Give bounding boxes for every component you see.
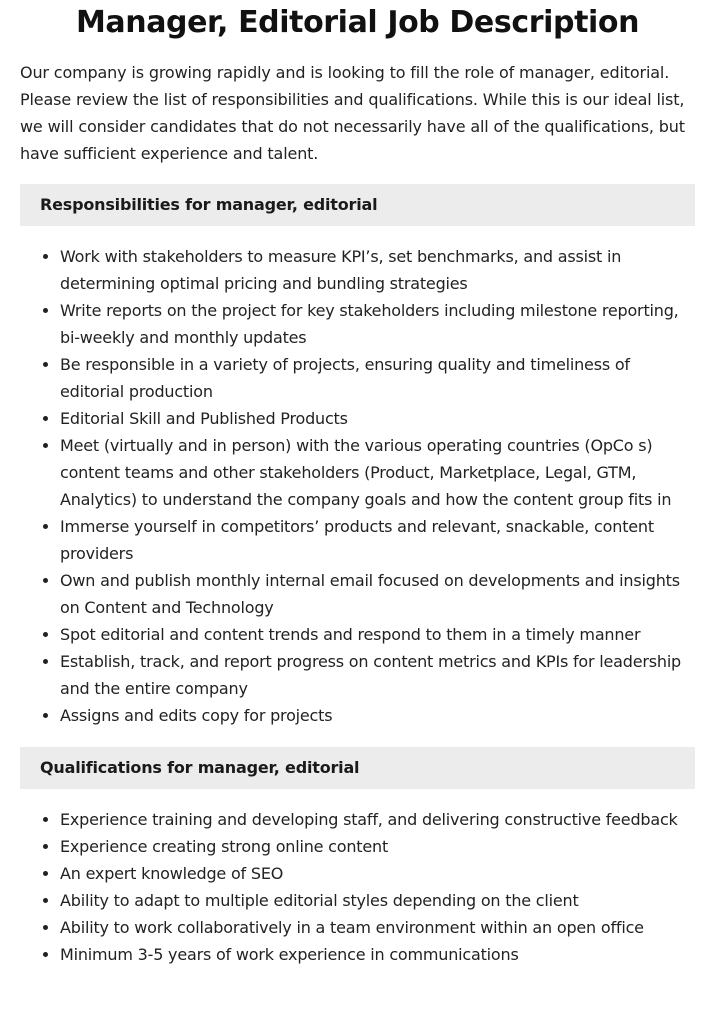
list-item: • Be responsible in a variety of projects, ensuring quality and timeliness of editorial production <box>60 351 695 405</box>
qualifications-heading: Qualifications for manager, editorial <box>20 747 695 789</box>
list-item: • Experience creating strong online content <box>60 833 695 860</box>
list-item: • Write reports on the project for key stakeholders including milestone reporting, bi-weekly and monthly updates <box>60 297 695 351</box>
qualifications-list <box>20 806 695 968</box>
list-item: • Experience training and developing staff, and delivering constructive feedback <box>60 806 695 833</box>
list-item: • Immerse yourself in competitors’ products and relevant, snackable, content providers <box>60 513 695 567</box>
list-item: • Own and publish monthly internal email focused on developments and insights on Content and Technology <box>60 567 695 621</box>
page-title: Manager, Editorial Job Description <box>75 5 640 40</box>
list-item: • Ability to work collaboratively in a team environment within an open office <box>60 914 695 941</box>
responsibilities-heading: Responsibilities for manager, editorial <box>20 184 695 226</box>
list-item: • Work with stakeholders to measure KPI’s, set benchmarks, and assist in determining optimal pricing and bundling strategies <box>60 243 695 297</box>
list-item: • Editorial Skill and Published Products <box>60 405 695 432</box>
list-item: • An expert knowledge of SEO <box>60 860 695 887</box>
list-item: • Meet (virtually and in person) with the various operating countries (OpCo s) content teams and other stakeholders (Product, Marketplace, Legal, GTM, Analytics) to understand the company goals and how the content group fits in <box>60 432 695 513</box>
responsibilities-list <box>20 243 695 729</box>
job-description-page <box>20 0 695 968</box>
list-item: • Assigns and edits copy for projects <box>60 702 695 729</box>
list-item: • Establish, track, and report progress on content metrics and KPIs for leadership and the entire company <box>60 648 695 702</box>
list-item: • Minimum 3-5 years of work experience in communications <box>60 941 695 968</box>
list-item: • Ability to adapt to multiple editorial styles depending on the client <box>60 887 695 914</box>
list-item: • Spot editorial and content trends and respond to them in a timely manner <box>60 621 695 648</box>
intro-paragraph: Our company is growing rapidly and is looking to fill the role of manager, editorial. Please review the list of responsibilities and qualifications. While this is our ideal list, we will consider candidates that do not necessarily have all of the qualifications, but have sufficient experience and talent. <box>20 63 685 163</box>
